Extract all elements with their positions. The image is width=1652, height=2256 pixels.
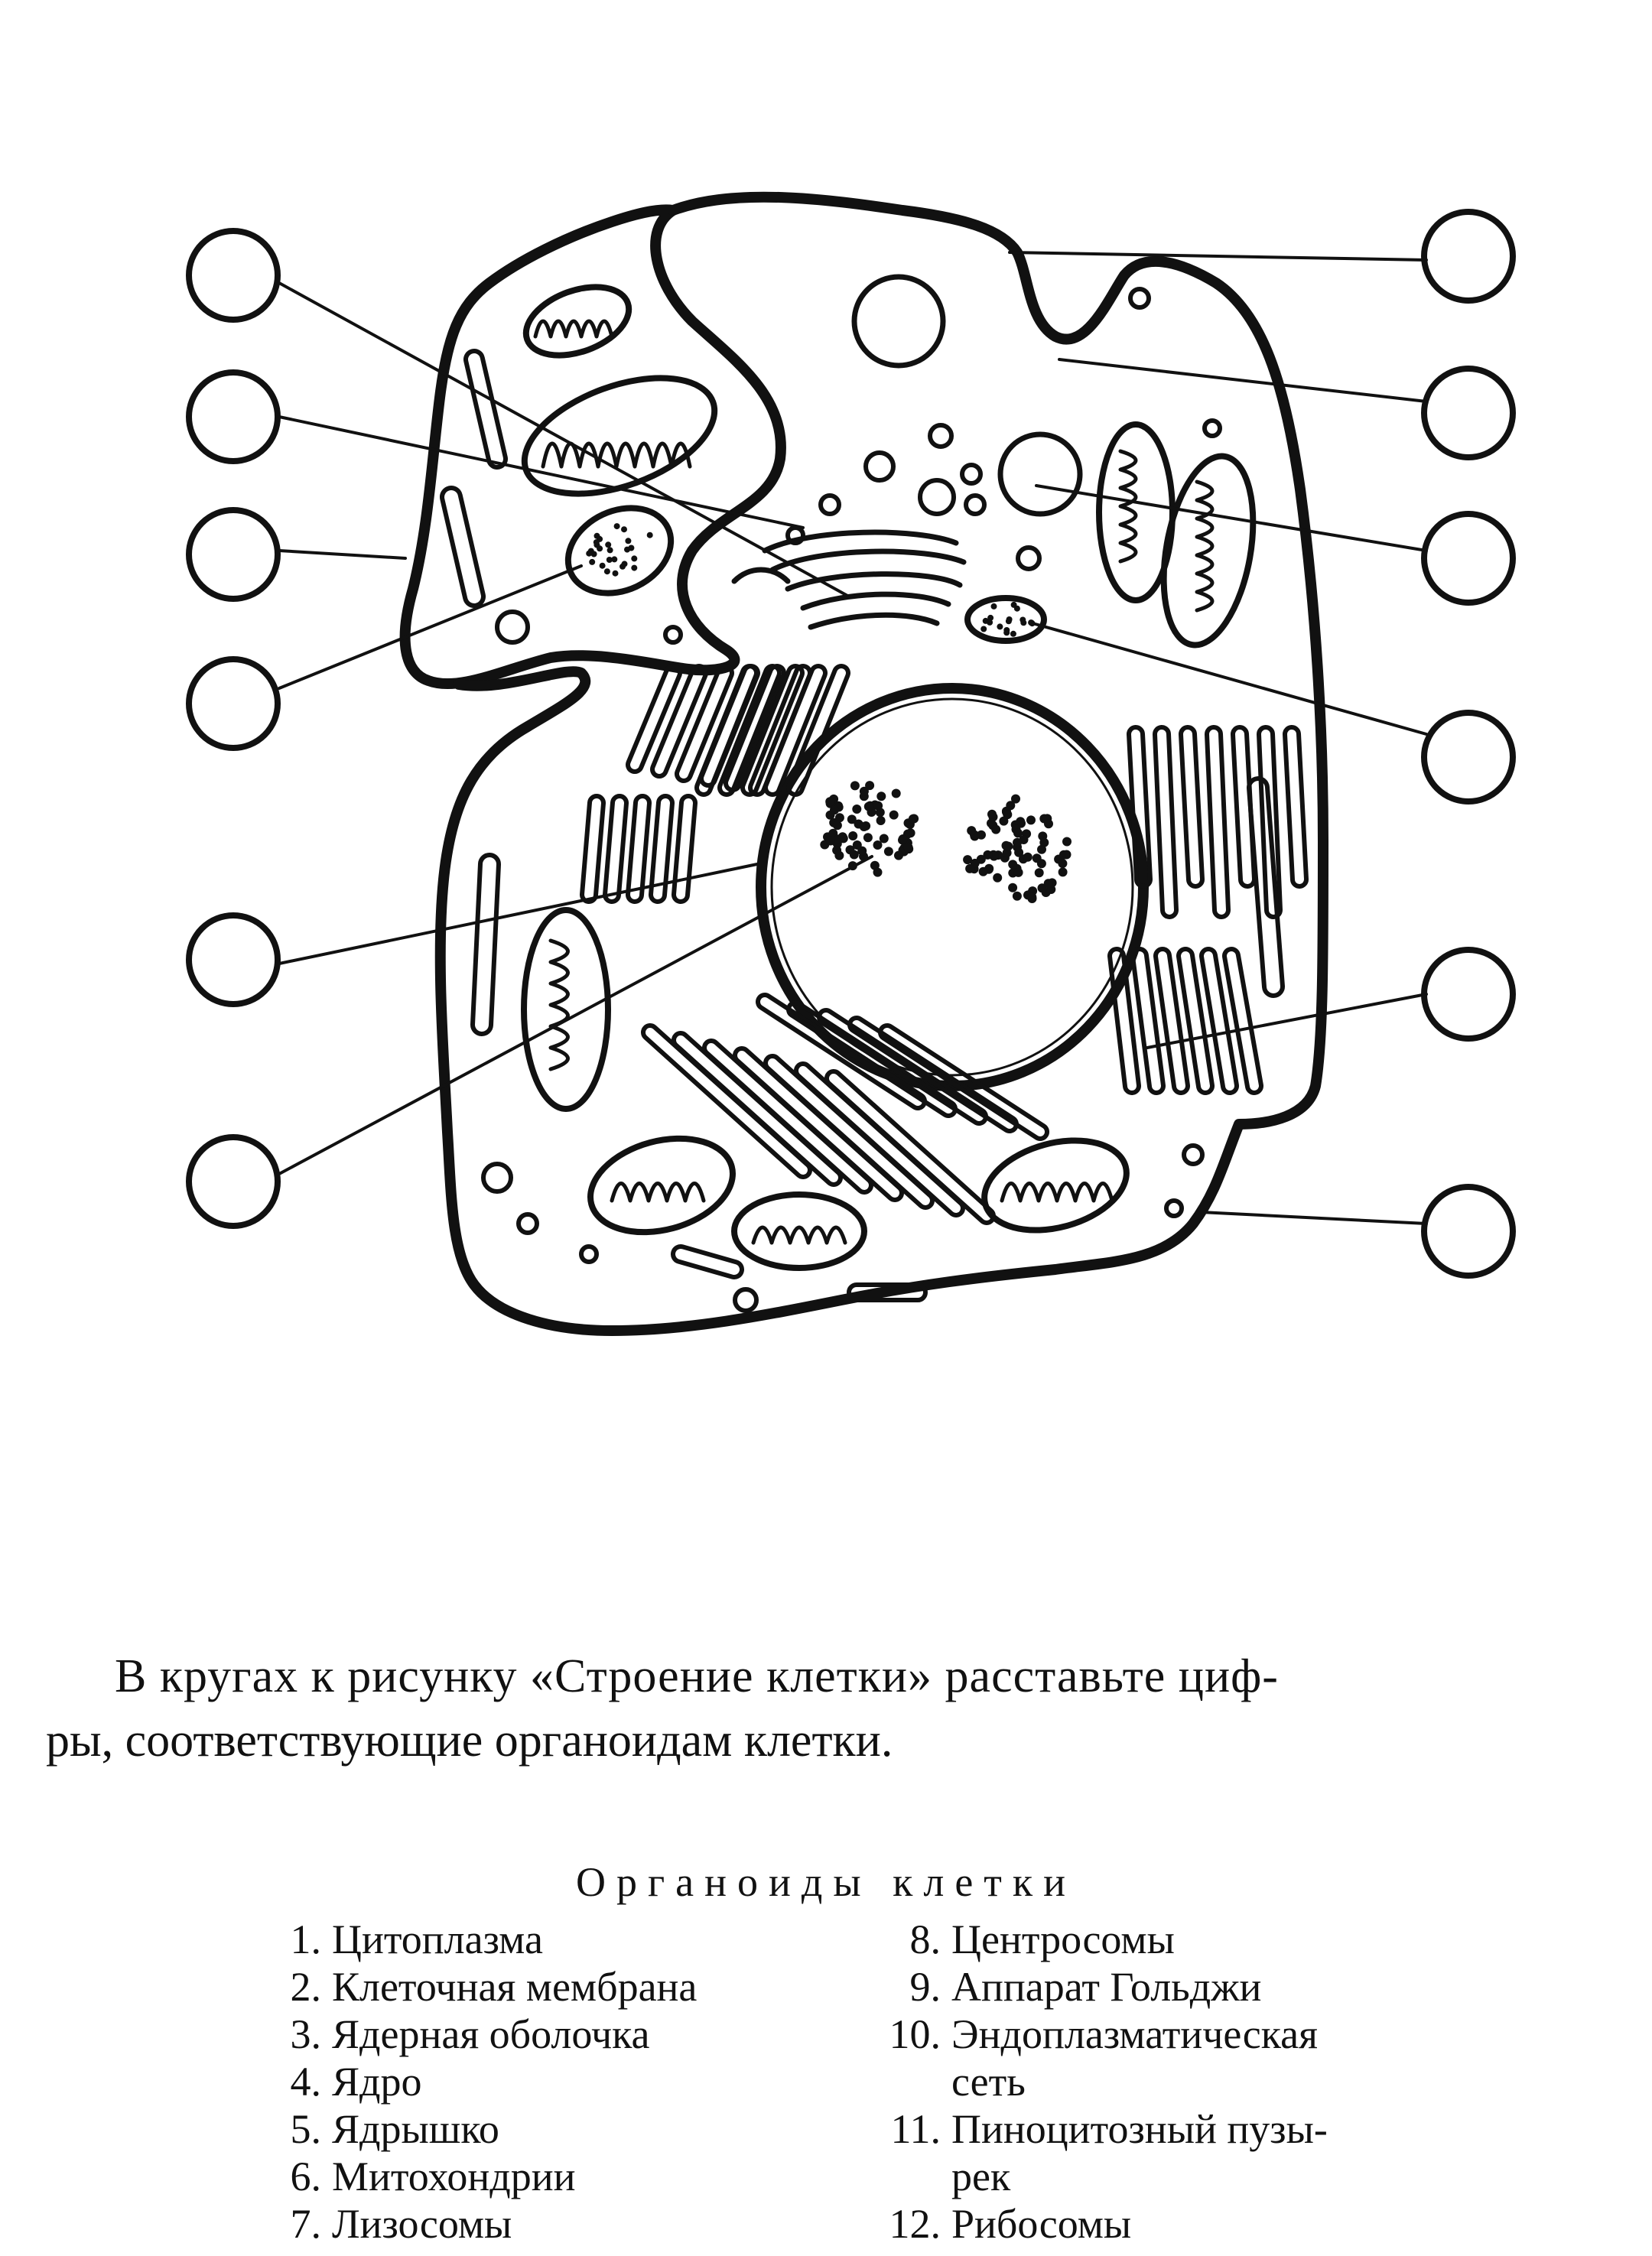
centrosome-granules xyxy=(980,602,1035,637)
item-number: 1. xyxy=(290,1916,321,1962)
list-item xyxy=(857,1916,1328,1963)
granule-dot xyxy=(1003,810,1012,819)
granule-dot xyxy=(873,868,883,877)
answer-circle[interactable] xyxy=(189,1137,278,1226)
granule-dot xyxy=(826,837,835,846)
granule-dot xyxy=(1058,859,1067,868)
granule-dot xyxy=(604,568,610,574)
granule-dot xyxy=(631,565,637,571)
granule-dot xyxy=(1044,819,1053,828)
granule-dot xyxy=(909,814,918,824)
granule-dot xyxy=(624,547,630,553)
granule-dot xyxy=(621,526,627,532)
granule-dot xyxy=(980,626,987,632)
granule-dot xyxy=(991,825,1000,834)
granule-dot xyxy=(850,850,859,860)
granule-dot xyxy=(1003,629,1010,636)
granule-dot xyxy=(1013,892,1022,901)
answer-circle[interactable] xyxy=(189,659,278,748)
granule-dot xyxy=(863,833,873,842)
granule-dot xyxy=(614,523,620,529)
er-cisterna xyxy=(673,1247,742,1277)
granule-dot xyxy=(894,851,903,860)
granule-dot xyxy=(904,843,913,852)
er-cisterna xyxy=(605,796,626,902)
list-item xyxy=(252,2153,697,2200)
granule-dot xyxy=(1008,860,1017,869)
granule-dot xyxy=(965,864,974,873)
item-number: 8. xyxy=(909,1916,941,1962)
item-number: 12. xyxy=(889,2201,941,2247)
er-cisterna xyxy=(466,351,506,467)
answer-circle[interactable] xyxy=(1424,212,1513,301)
item-name: Центросомы xyxy=(951,1916,1175,1962)
granule-dot xyxy=(834,851,844,860)
granule-dot xyxy=(876,808,885,817)
granule-dot xyxy=(899,834,908,844)
item-name: Ядро xyxy=(332,2059,422,2105)
list-item xyxy=(252,1963,697,2011)
item-name: Аппарат Гольджи xyxy=(951,1964,1262,2010)
granule-dot xyxy=(876,792,886,801)
item-number: 2. xyxy=(290,1964,321,2010)
granule-dot xyxy=(833,821,842,830)
pinocytic-vesicle xyxy=(854,277,943,366)
granule-dot xyxy=(979,867,988,876)
granule-dot xyxy=(1013,838,1022,847)
list-item xyxy=(857,2011,1328,2058)
granule-dot xyxy=(611,556,617,562)
granule-dot xyxy=(991,603,997,610)
granule-dot xyxy=(884,847,893,856)
answer-circle[interactable] xyxy=(1424,514,1513,603)
list-item-continuation: рек xyxy=(951,2154,1011,2199)
item-name: Пиноцитозный пузы- xyxy=(951,2106,1328,2152)
er-cisterna xyxy=(442,488,483,606)
granule-dot xyxy=(850,781,860,790)
granule-dot xyxy=(631,555,637,561)
answer-circles-left xyxy=(189,231,278,1226)
answer-circle[interactable] xyxy=(189,915,278,1004)
granule-dot xyxy=(860,822,869,831)
granule-dot xyxy=(613,571,619,577)
lysosome-granules xyxy=(586,523,653,577)
granule-dot xyxy=(860,787,869,796)
granule-dot xyxy=(605,541,611,548)
granule-dot xyxy=(1026,815,1036,824)
granule-dot xyxy=(1019,617,1026,623)
list-item xyxy=(857,1963,1328,2011)
answer-circle[interactable] xyxy=(189,510,278,599)
item-name: Лизосомы xyxy=(332,2201,512,2247)
nucleolus-right xyxy=(963,795,1072,903)
granule-dot xyxy=(1062,850,1072,860)
answer-circle[interactable] xyxy=(1424,369,1513,457)
answer-circle[interactable] xyxy=(1424,1187,1513,1276)
granule-dot xyxy=(1044,879,1053,888)
cell-membrane-outer xyxy=(441,197,1323,1331)
item-number: 5. xyxy=(290,2106,321,2152)
granule-dot xyxy=(622,561,628,567)
answer-circles-right xyxy=(1424,212,1513,1276)
organelle-list-right xyxy=(857,1916,1328,2248)
granule-dot xyxy=(1023,853,1032,862)
granule-dot xyxy=(847,814,857,824)
item-number: 3. xyxy=(290,2011,321,2057)
small-vesicles xyxy=(483,289,1220,1311)
er-cisterna xyxy=(674,796,695,902)
item-name: Эндоплазматическая xyxy=(951,2011,1318,2057)
item-name: Митохондрии xyxy=(332,2154,576,2199)
organelle-list-left xyxy=(252,1916,697,2248)
granule-dot xyxy=(1027,892,1036,902)
item-name: Цитоплазма xyxy=(332,1916,543,1962)
list-item xyxy=(252,2058,697,2105)
granule-dot xyxy=(586,551,592,557)
granule-dot xyxy=(1039,838,1049,847)
granule-dot xyxy=(993,873,1002,883)
granule-dot xyxy=(1008,883,1017,892)
granule-dot xyxy=(852,805,861,814)
granule-dot xyxy=(987,810,997,819)
granule-dot xyxy=(593,539,600,545)
granule-dot xyxy=(830,805,839,814)
granule-dot xyxy=(1059,867,1068,876)
granule-dot xyxy=(1006,618,1012,624)
granule-dot xyxy=(864,802,873,811)
mitochondrion xyxy=(524,910,608,1109)
item-name: Ядерная оболочка xyxy=(332,2011,650,2057)
instruction-text xyxy=(46,1644,1614,1773)
granule-dot xyxy=(1062,837,1072,847)
granule-dot xyxy=(892,789,901,798)
item-name: Ядрышко xyxy=(332,2106,499,2152)
answer-circle[interactable] xyxy=(1424,950,1513,1039)
mitochondrion xyxy=(509,355,730,516)
er-cisterna xyxy=(1207,727,1228,917)
granule-dot xyxy=(967,826,976,835)
list-item-continuation: сеть xyxy=(951,2059,1026,2105)
instruction-line-1: В кругах к рисунку «Строение клетки» расставьте циф- xyxy=(115,1650,1279,1702)
list-item xyxy=(252,2105,697,2153)
item-number: 9. xyxy=(909,1964,941,2010)
mitochondrion xyxy=(580,1123,743,1247)
granule-dot xyxy=(1016,817,1025,826)
granule-dot xyxy=(647,532,653,538)
er-cisterna xyxy=(1224,949,1261,1093)
mitochondrion xyxy=(734,1195,864,1268)
granule-dot xyxy=(1003,842,1013,851)
granule-dot xyxy=(1014,606,1020,612)
granule-dot xyxy=(825,797,834,806)
item-number: 4. xyxy=(290,2059,321,2105)
lysosome xyxy=(554,492,685,609)
answer-circle[interactable] xyxy=(189,231,278,320)
granule-dot xyxy=(1032,853,1042,863)
answer-circle[interactable] xyxy=(1424,713,1513,801)
granule-dot xyxy=(876,816,886,825)
granule-dot xyxy=(983,618,989,624)
item-number: 11. xyxy=(890,2106,941,2152)
granule-dot xyxy=(889,811,899,820)
item-number: 10. xyxy=(889,2011,941,2057)
er-cisterna xyxy=(1285,727,1306,886)
item-name: Клеточная мембрана xyxy=(332,1964,698,2010)
granule-dot xyxy=(625,538,631,544)
instruction-line-2: ры, соответствующие органоидам клетки. xyxy=(46,1715,893,1767)
er-cisterna xyxy=(582,796,603,902)
list-item xyxy=(252,2200,697,2248)
granule-dot xyxy=(997,623,1003,629)
granule-dot xyxy=(607,547,613,553)
list-item xyxy=(252,2011,697,2058)
granule-dot xyxy=(1010,631,1016,637)
golgi-apparatus xyxy=(734,532,964,627)
granule-dot xyxy=(1035,868,1044,877)
granule-dot xyxy=(977,855,986,864)
mitochondrion xyxy=(974,1126,1137,1244)
item-name: Рибосомы xyxy=(951,2201,1132,2247)
list-item xyxy=(857,2200,1328,2248)
organelles-heading: Органоиды клетки xyxy=(575,1859,1077,1905)
item-number: 7. xyxy=(290,2201,321,2247)
answer-circle[interactable] xyxy=(189,372,278,461)
granule-dot xyxy=(838,832,847,841)
granule-dot xyxy=(589,559,595,565)
item-number: 6. xyxy=(290,2154,321,2199)
list-item xyxy=(252,1916,697,1963)
er-cisterna xyxy=(1181,727,1202,886)
granule-dot xyxy=(600,563,606,569)
er-cisterna xyxy=(473,855,499,1034)
list-item xyxy=(857,2105,1328,2153)
leader-lines xyxy=(279,252,1426,1224)
pinocytic-vesicle xyxy=(1000,434,1080,514)
er-cisterna xyxy=(1202,949,1237,1093)
granule-dot xyxy=(1013,828,1023,837)
granule-dot xyxy=(1014,868,1023,877)
granule-dot xyxy=(977,831,986,840)
granule-dot xyxy=(873,840,883,850)
nucleolus-left xyxy=(820,781,919,877)
granule-dot xyxy=(853,840,862,850)
granule-dot xyxy=(848,831,857,840)
mitochondrion xyxy=(517,274,639,368)
er-cisterna xyxy=(1155,727,1176,917)
